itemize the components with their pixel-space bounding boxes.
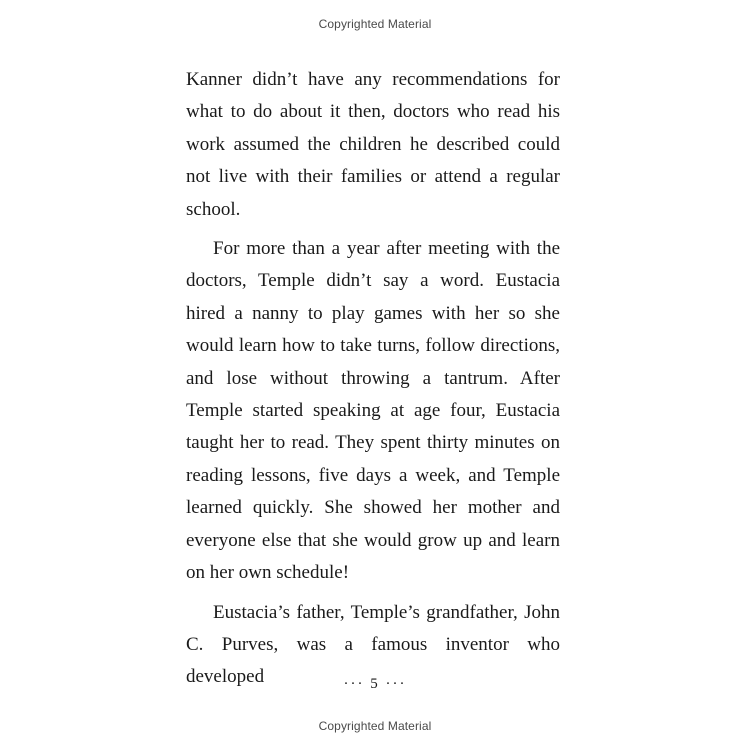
copyright-watermark-bottom: Copyrighted Material xyxy=(318,719,432,733)
page-number: ··· 5 ··· xyxy=(343,676,407,692)
copyright-watermark-top: Copyrighted Material xyxy=(318,17,432,31)
paragraph: Eustacia’s father, Temple’s grandfather, John C. Purves, was a famous inventor who developed xyxy=(186,601,560,688)
paragraph: For more than a year after meeting with the doctors, Temple didn’t say a word. Eustacia hired a nanny to play games with her so she would learn how to take turns, follow directions, and lose without throwing a tantrum. After Temple started speaking at age four, Eustacia taught her to read. They spent thirty minutes on reading lessons, five days a week, and Temple learned quickly. She showed her mother and everyone else that she would grow up and learn on her own schedule! xyxy=(186,238,560,584)
paragraph-continued: Kanner didn’t have any recommendations for what to do about it then, doctors who read his work assumed the children he described could not live with their families or attend a regular school. xyxy=(186,69,560,220)
body-text xyxy=(186,64,560,701)
